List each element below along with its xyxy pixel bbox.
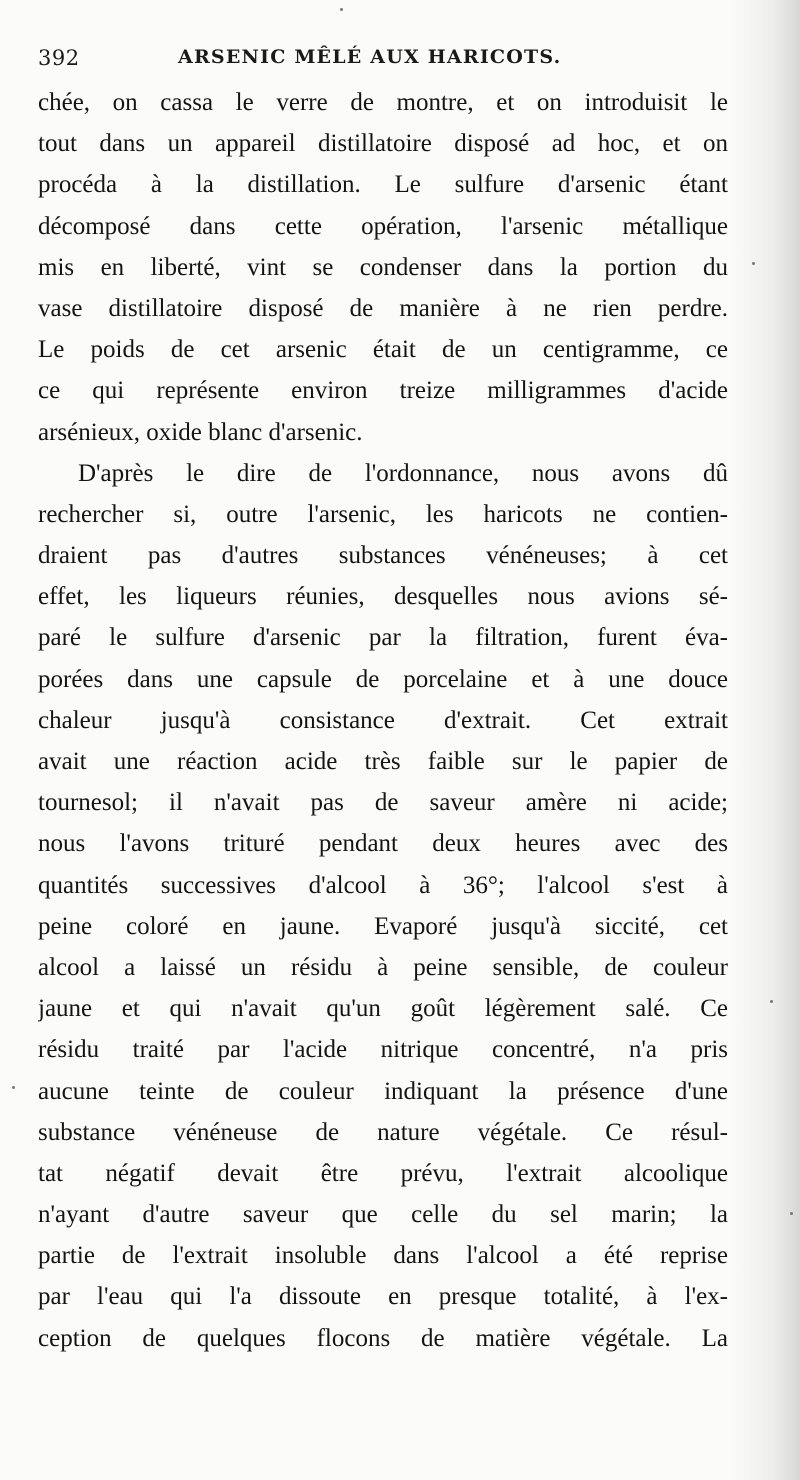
text-line: rechercher si, outre l'arsenic, les haricots ne contien- <box>38 500 728 528</box>
text-line: porées dans une capsule de porcelaine et à une douce <box>38 665 728 693</box>
text-line: ce qui représente environ treize milligrammes d'acide <box>38 377 728 405</box>
text-line: avait une réaction acide très faible sur le papier de <box>38 748 728 775</box>
text-line: vase distillatoire disposé de manière à ne rien perdre. <box>38 294 728 322</box>
text-line: ception de quelques flocons de matière végétale. La <box>38 1324 728 1352</box>
text-line: peine coloré en jaune. Evaporé jusqu'à siccité, cet <box>38 912 728 940</box>
page-number: 392 <box>38 46 80 70</box>
text-line: tout dans un appareil distillatoire disposé ad hoc, et on <box>38 130 728 158</box>
text-line: substance vénéneuse de nature végétale. Ce résul- <box>38 1118 728 1146</box>
text-line: jaune et qui n'avait qu'un goût légèrement salé. Ce <box>38 995 728 1023</box>
text-line: alcool a laissé un résidu à peine sensible, de couleur <box>38 953 728 981</box>
body-text <box>38 82 728 1359</box>
text-line: chaleur jusqu'à consistance d'extrait. Cet extrait <box>38 706 728 734</box>
text-line: nous l'avons trituré pendant deux heures avec des <box>38 830 728 858</box>
text-line: mis en liberté, vint se condenser dans la portion du <box>38 253 728 281</box>
text-line: effet, les liqueurs réunies, desquelles nous avions sé- <box>38 583 728 611</box>
text-line: chée, on cassa le verre de montre, et on introduisit le <box>38 89 728 116</box>
page-edge-shadow <box>730 0 800 1480</box>
text-line: décomposé dans cette opération, l'arsenic métallique <box>38 212 728 240</box>
text-line: tat négatif devait être prévu, l'extrait alcoolique <box>38 1159 728 1187</box>
print-speckle <box>770 1000 773 1003</box>
text-line: par l'eau qui l'a dissoute en presque totalité, à l'ex- <box>38 1283 728 1311</box>
text-line: Le poids de cet arsenic était de un centigramme, ce <box>38 336 728 364</box>
running-title: ARSENIC MÊLÉ AUX HARICOTS. <box>178 46 562 68</box>
text-line: résidu traité par l'acide nitrique concentré, n'a pris <box>38 1036 728 1064</box>
text-line: arsénieux, oxide blanc d'arsenic. <box>38 418 363 446</box>
text-line: aucune teinte de couleur indiquant la présence d'une <box>38 1077 728 1105</box>
page-header <box>38 44 738 78</box>
text-line: tournesol; il n'avait pas de saveur amère ni acide; <box>38 789 728 817</box>
text-line: quantités successives d'alcool à 36°; l'alcool s'est à <box>38 871 728 899</box>
text-line: procéda à la distillation. Le sulfure d'arsenic étant <box>38 171 728 199</box>
text-line: draient pas d'autres substances vénéneuses; à cet <box>38 542 728 570</box>
text-line-paragraph-start: D'après le dire de l'ordonnance, nous avons dû <box>78 459 728 487</box>
print-speckle <box>790 1212 793 1215</box>
print-speckle <box>752 262 755 265</box>
text-line: partie de l'extrait insoluble dans l'alcool a été reprise <box>38 1242 728 1270</box>
text-line: paré le sulfure d'arsenic par la filtration, furent éva- <box>38 624 728 652</box>
print-speckle <box>12 1086 15 1089</box>
text-line: n'ayant d'autre saveur que celle du sel marin; la <box>38 1201 728 1229</box>
print-speckle <box>340 8 343 11</box>
